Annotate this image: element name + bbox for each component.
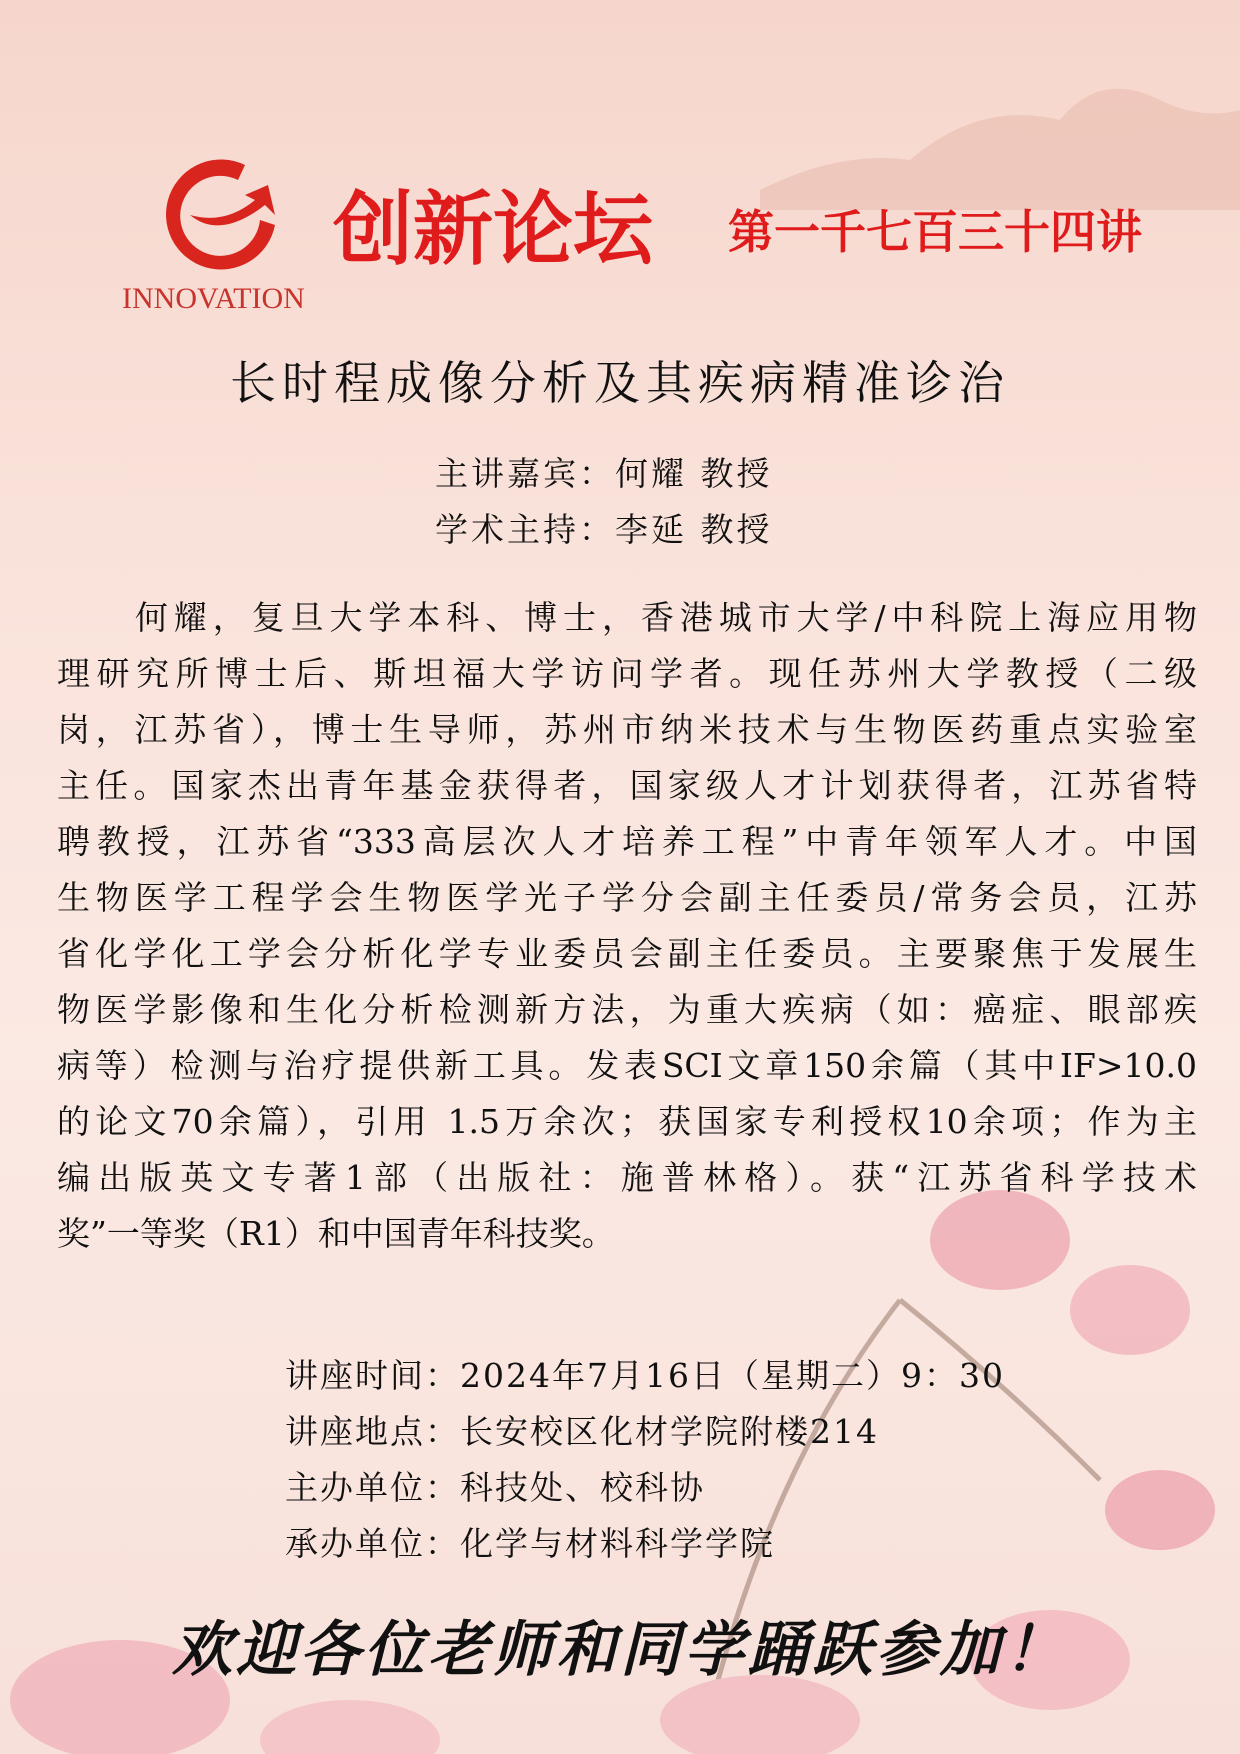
speaker-line: 主讲嘉宾：何耀 教授: [435, 454, 773, 493]
bio-line: 编出版英文专著1部（出版社：施普林格）。获“江苏省科学技术: [57, 1158, 1197, 1197]
bio-line: 何耀，复旦大学本科、博士，香港城市大学/中科院上海应用物: [57, 598, 1197, 637]
bio-line: 岗，江苏省），博士生导师，苏州市纳米技术与生物医药重点实验室: [57, 710, 1197, 749]
lecture-number: 第一千七百三十四讲: [728, 205, 1142, 259]
bio-line: 理研究所博士后、斯坦福大学访问学者。现任苏州大学教授（二级: [57, 654, 1197, 693]
lecture-location: 讲座地点：长安校区化材学院附楼214: [285, 1412, 879, 1451]
bio-line: 主任。国家杰出青年基金获得者，国家级人才计划获得者，江苏省特: [57, 766, 1197, 805]
lecture-time: 讲座时间：2024年7月16日（星期二）9：30: [285, 1356, 1005, 1395]
logo-text: INNOVATION: [122, 282, 305, 315]
innovation-logo-icon: [150, 145, 285, 275]
bio-line: 奖”一等奖（R1）和中国青年科技奖。: [57, 1214, 615, 1253]
forum-brand-title: 创新论坛: [333, 183, 653, 276]
host-line: 学术主持：李延 教授: [435, 510, 773, 549]
bio-line: 生物医学工程学会生物医学光子学分会副主任委员/常务会员，江苏: [57, 878, 1197, 917]
bio-line: 物医学影像和生化分析检测新方法，为重大疾病（如：癌症、眼部疾: [57, 990, 1197, 1029]
bio-line: 聘教授，江苏省“333高层次人才培养工程”中青年领军人才。中国: [57, 822, 1197, 861]
bio-line: 病等）检测与治疗提供新工具。发表SCI文章150余篇（其中IF>10.0: [57, 1046, 1197, 1085]
bio-line: 省化学化工学会分析化学专业委员会副主任委员。主要聚焦于发展生: [57, 934, 1197, 973]
mountain-decoration: [760, 60, 1240, 210]
bio-line: 的论文70余篇），引用 1.5万余次；获国家专利授权10余项；作为主: [57, 1102, 1197, 1141]
organizer: 主办单位：科技处、校科协: [285, 1468, 705, 1507]
lecture-title: 长时程成像分析及其疾病精准诊治: [230, 356, 1010, 410]
welcome-message: 欢迎各位老师和同学踊跃参加！: [172, 1615, 1068, 1685]
co-organizer: 承办单位：化学与材料科学学院: [285, 1524, 775, 1563]
speaker-bio: [57, 590, 1197, 1262]
